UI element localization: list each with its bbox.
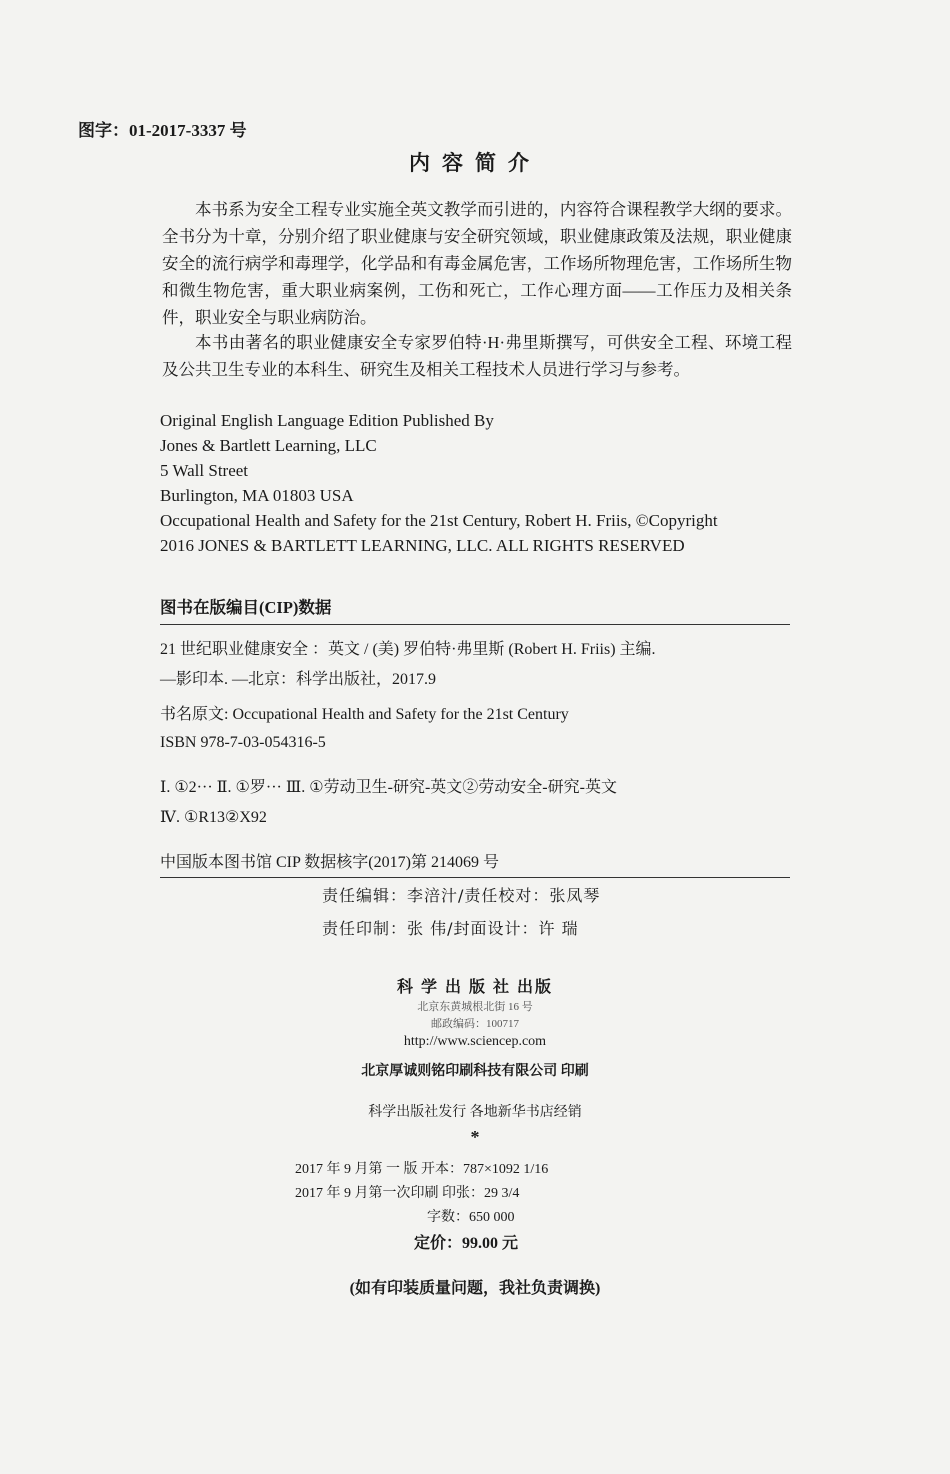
cip-line: ISBN 978-7-03-054316-5	[160, 734, 326, 751]
original-edition-line: 5 Wall Street	[160, 461, 249, 480]
publisher-address: 北京东黄城根北街 16 号	[417, 1001, 533, 1013]
cip-line: Ⅳ. ①R13②X92	[160, 809, 267, 826]
publisher-postcode: 邮政编码：100717	[431, 1018, 519, 1030]
edition-info-line: 2017 年 9 月第一次印刷 印张：29 3/4	[295, 1186, 520, 1201]
cip-heading: 图书在版编目(CIP)数据	[160, 598, 332, 617]
printer-name: 北京厚诚则铭印刷科技有限公司 印刷	[361, 1064, 589, 1079]
summary-title: 内容简介	[409, 151, 541, 175]
production-credits: 责任印制：张 伟/封面设计：许 瑞	[322, 919, 579, 938]
cip-bottom-rule	[160, 877, 790, 878]
distribution-line: 科学出版社发行 各地新华书店经销	[368, 1105, 582, 1120]
edition-info-line: 2017 年 9 月第 一 版 开本：787×1092 1/16	[295, 1162, 549, 1177]
original-edition-line: Occupational Health and Safety for the 21st Century, Robert H. Friis, ©Copyright	[160, 511, 718, 530]
cip-line: Ⅰ. ①2··· Ⅱ. ①罗··· Ⅲ. ①劳动卫生-研究-英文②劳动安全-研究-英文	[160, 779, 617, 796]
quality-notice: (如有印装质量问题，我社负责调换)	[349, 1280, 601, 1297]
original-edition-line: Burlington, MA 01803 USA	[160, 486, 354, 505]
word-count: 字数：650 000	[427, 1210, 515, 1225]
original-edition-line: 2016 JONES & BARTLETT LEARNING, LLC. ALL RIGHTS RESERVED	[160, 536, 685, 555]
original-edition-line: Jones & Bartlett Learning, LLC	[160, 436, 377, 455]
cip-line: —影印本. —北京：科学出版社，2017.9	[160, 671, 437, 688]
cip-top-rule	[160, 624, 790, 625]
original-edition-line: Original English Language Edition Published By	[160, 411, 494, 430]
summary-paragraph: 本书系为安全工程专业实施全英文教学而引进的，内容符合课程教学大纲的要求。全书分为十章，分别介绍了职业健康与安全研究领域，职业健康政策及法规，职业健康安全的流行病学和毒理学，化学品和有毒金属危害，工作场所物理危害，工作场所生物和微生物危害，重大职业病案例，工伤和死亡，工作心理方面——工作压力及相关条件，职业安全与职业病防治。	[162, 200, 792, 327]
cip-line: 21 世纪职业健康安全 ：英文 / (美) 罗伯特·弗里斯 (Robert H. Friis) 主编.	[160, 641, 656, 658]
cip-line: 书名原文: Occupational Health and Safety for the 21st Century	[160, 706, 569, 723]
publisher-name: 科 学 出 版 社 出版	[396, 979, 553, 996]
publisher-website: http://www.sciencep.com	[403, 1034, 547, 1049]
separator-asterisk: *	[470, 1127, 480, 1147]
editor-credits: 责任编辑：李涪汁/责任校对：张凤琴	[322, 886, 601, 905]
summary-paragraph: 本书由著名的职业健康安全专家罗伯特·H·弗里斯撰写，可供安全工程、环境工程及公共卫生专业的本科生、研究生及相关工程技术人员进行学习与参考。	[162, 333, 792, 379]
price: 定价：99.00 元	[414, 1235, 519, 1252]
copyright-registration-number: 图字：01-2017-3337 号	[78, 121, 247, 140]
cip-line: 中国版本图书馆 CIP 数据核字(2017)第 214069 号	[160, 854, 499, 871]
